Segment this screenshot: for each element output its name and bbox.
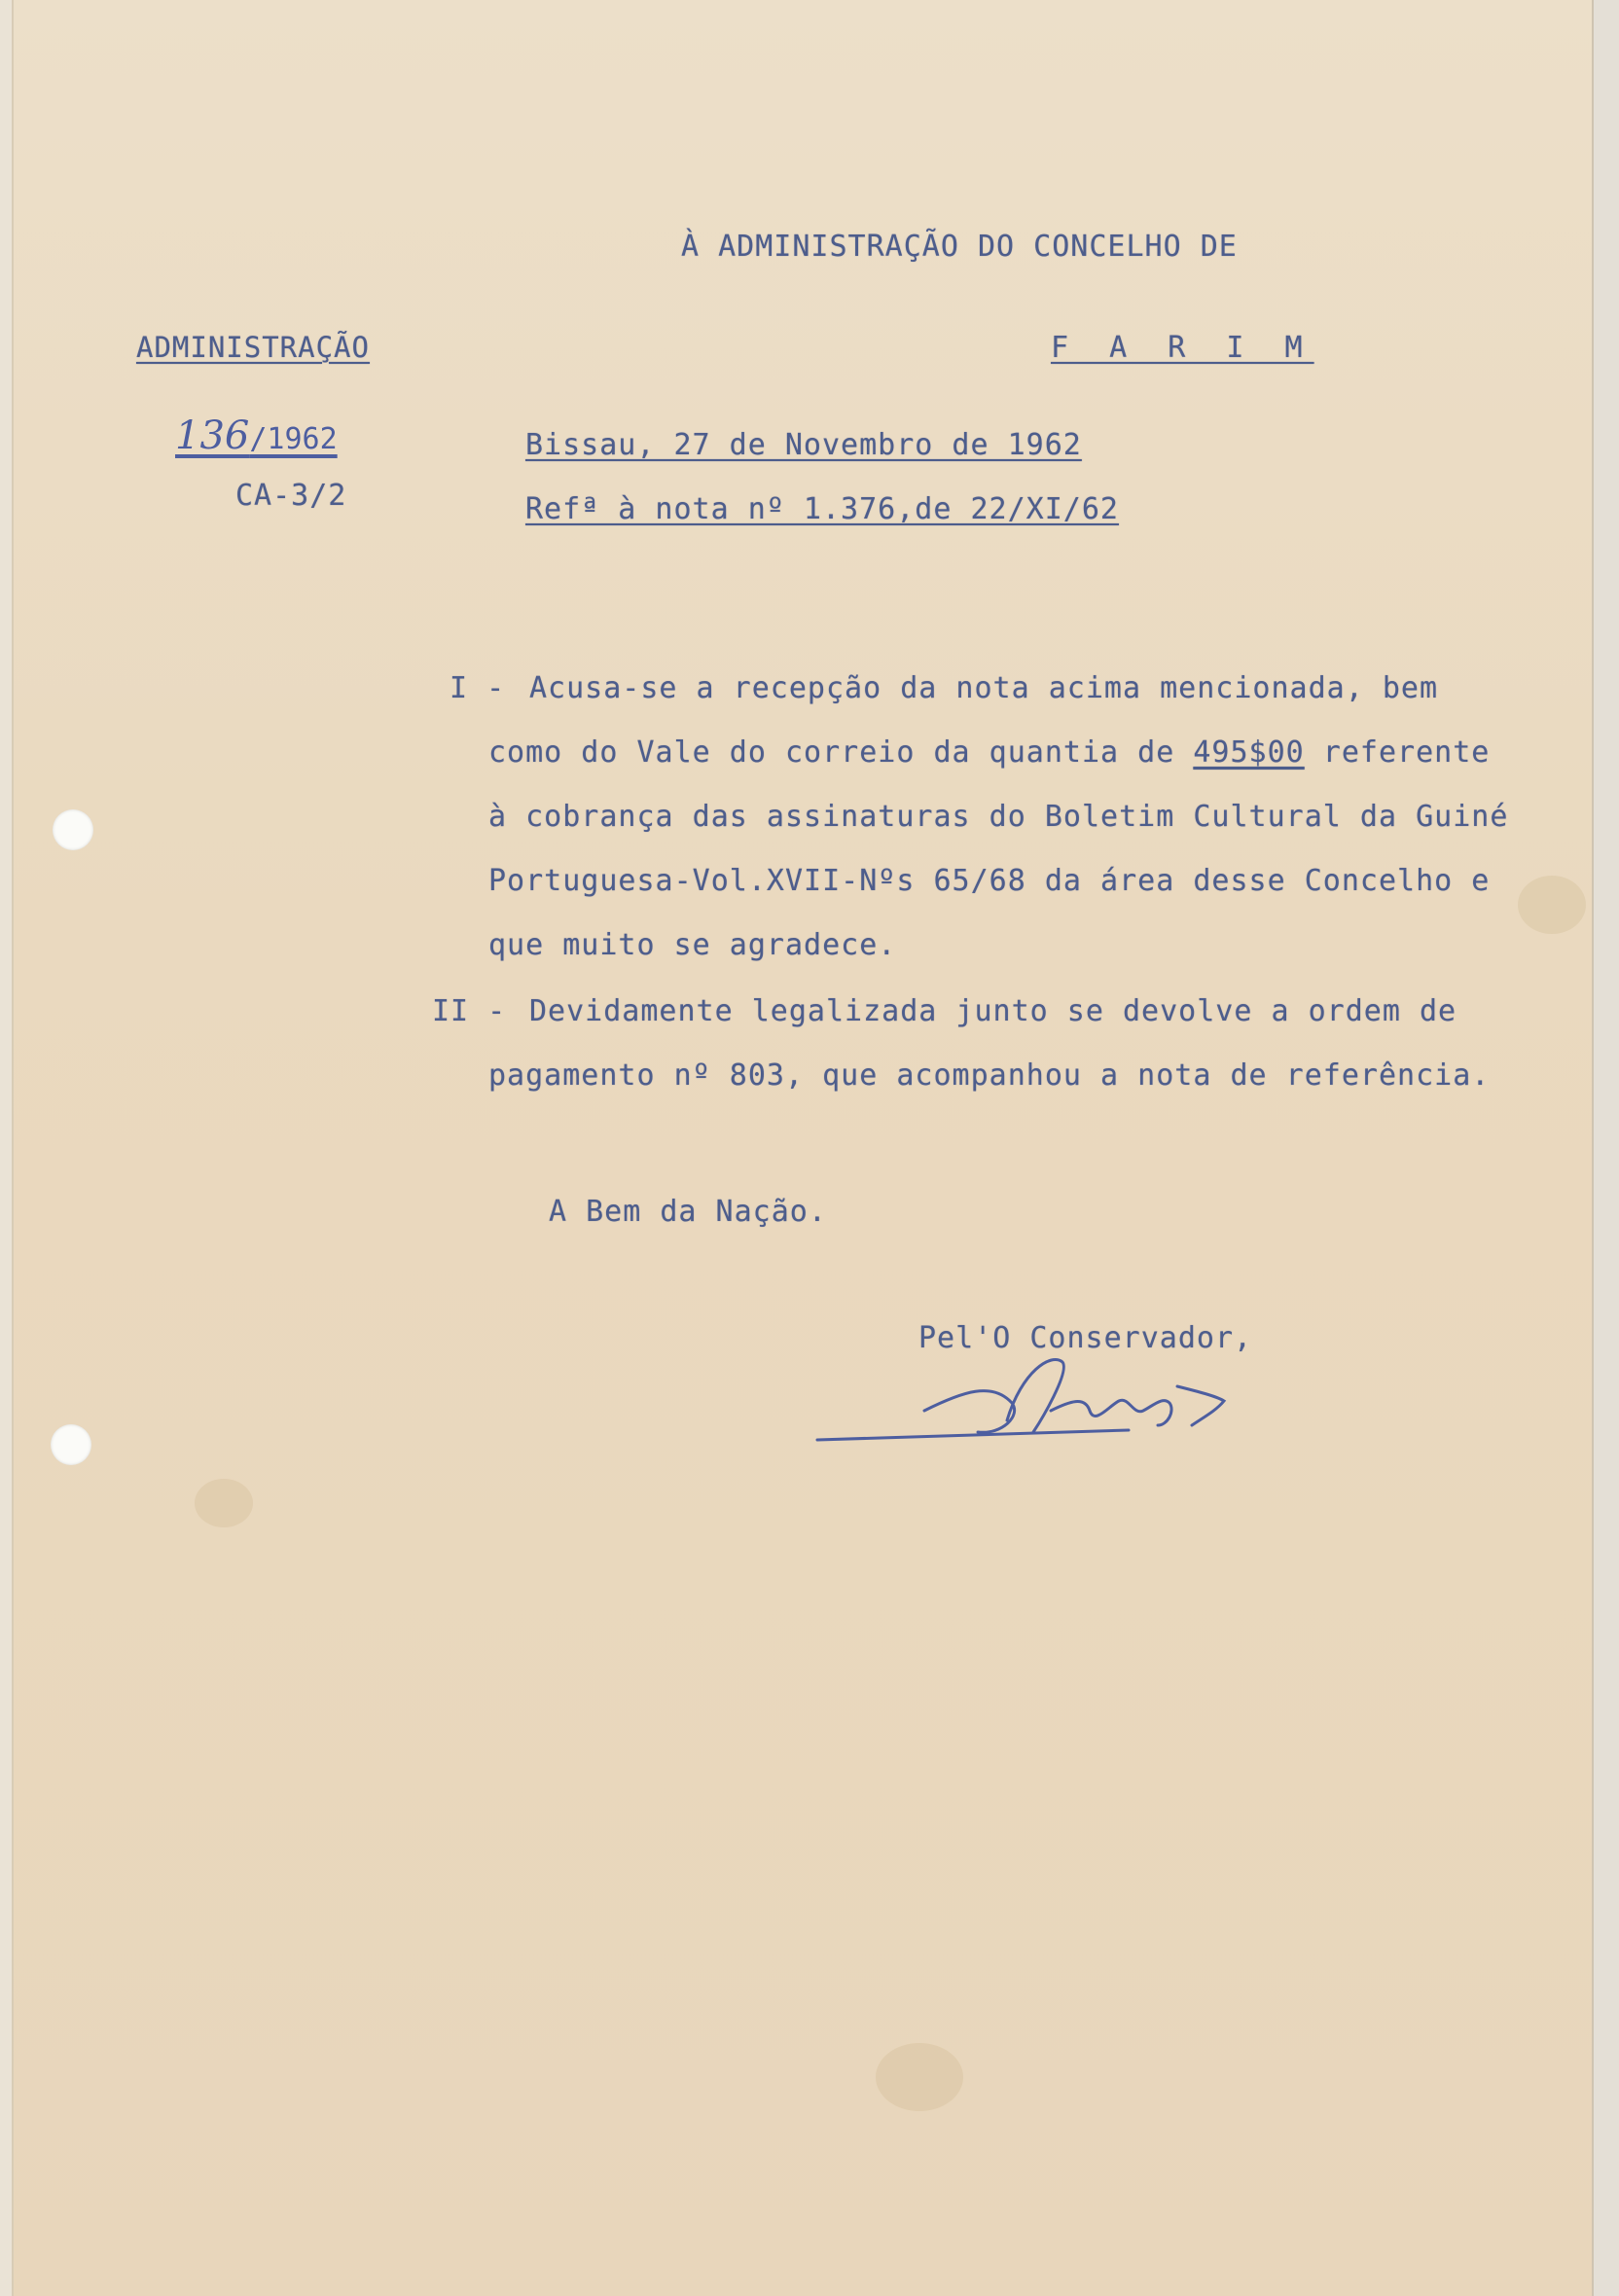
addressee-line-2: F A R I M (1051, 331, 1314, 365)
reference-code: CA-3/2 (235, 479, 347, 513)
paragraph-2-numeral: II - (432, 994, 507, 1028)
paragraph-1-line-1: Acusa-se a recepção da nota acima mencionada, bem (529, 671, 1439, 705)
paper-stain (195, 1479, 253, 1527)
closing-salutation: A Bem da Nação. (549, 1195, 827, 1229)
right-paper-edge (1592, 0, 1619, 2296)
paragraph-1-numeral: I - (450, 671, 506, 705)
paragraph-1-line-2-before: como do Vale do correio da quantia de (488, 735, 1194, 770)
paragraph-1-line-2 (488, 735, 1490, 770)
paper-stain (1518, 876, 1586, 934)
signatory-title: Pel'O Conservador, (918, 1321, 1253, 1355)
reference-line: Refª à nota nº 1.376,de 22/XI/62 (525, 492, 1119, 526)
sender-label: ADMINISTRAÇÃO (136, 331, 370, 364)
signature-underline (817, 1430, 1129, 1440)
punch-hole-top (53, 809, 93, 850)
paragraph-2-line-1: Devidamente legalizada junto se devolve a ordem de (529, 994, 1457, 1028)
left-paper-edge (0, 0, 14, 2296)
paragraph-2-line-2: pagamento nº 803, que acompanhou a nota de referência. (488, 1058, 1491, 1093)
paper-stain (876, 2043, 963, 2111)
handwritten-signature (808, 1343, 1275, 1459)
addressee-line-1: À ADMINISTRAÇÃO DO CONCELHO DE (681, 230, 1238, 264)
paragraph-1-line-2-after: referente (1304, 735, 1491, 770)
reference-number (175, 413, 338, 458)
amount-value: 495$00 (1193, 735, 1305, 770)
paragraph-1-line-3: à cobrança das assinaturas do Boletim Cultural da Guiné (488, 800, 1509, 834)
signature-stroke (924, 1360, 1224, 1433)
date-line: Bissau, 27 de Novembro de 1962 (525, 428, 1082, 462)
paragraph-1-line-4: Portuguesa-Vol.XVII-Nºs 65/68 da área desse Concelho e (488, 864, 1491, 898)
punch-hole-bottom (51, 1424, 91, 1465)
ref-year: /1962 (249, 422, 338, 456)
ref-number-handwritten: 136 (175, 413, 250, 458)
paragraph-1-line-5: que muito se agradece. (488, 928, 897, 962)
